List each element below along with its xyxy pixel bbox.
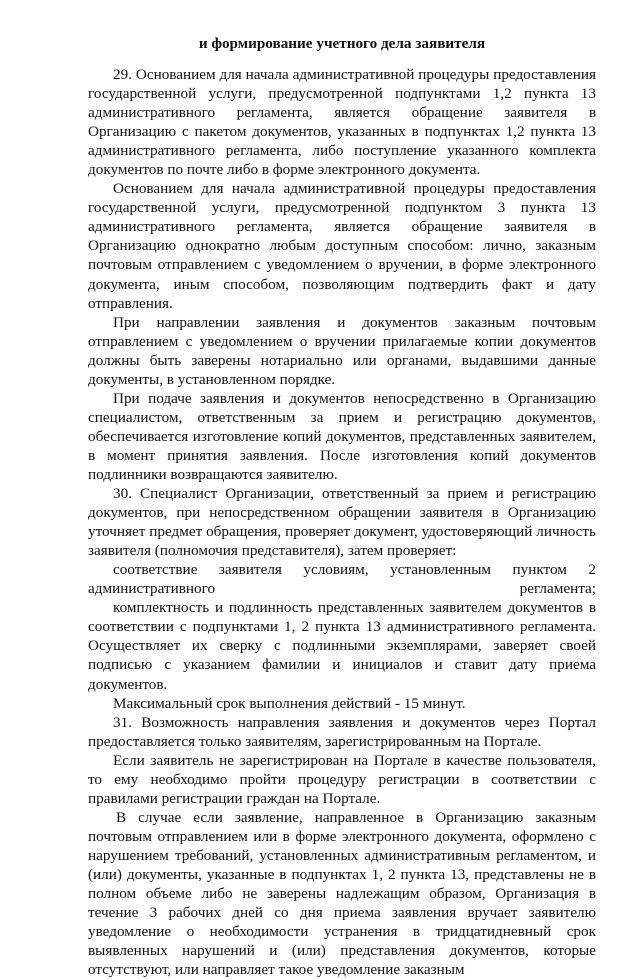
section-heading: и формирование учетного дела заявителя <box>198 35 486 52</box>
paragraph-direct-submission-text: При подаче заявления и документов непосредственно в Организацию специалистом, ответственным за прием и регистрацию документов, обеспечивается изготовление копий документов, представленных заявителем, в момент принятия заявления. После изготовления копий документов подлинники возвращаются заявителю. <box>88 389 596 483</box>
paragraph-31-text: 31. Возможность направления заявления и документов через Портал предоставляется только заявителям, зарегистрированным на Портале. <box>88 713 596 750</box>
paragraph-check-completeness <box>88 598 596 693</box>
paragraph-portal-registration-text: Если заявитель не зарегистрирован на Портале в качестве пользователя, то ему необходимо пройти процедуру регистрации в соответствии с правилами регистрации граждан на Портале. <box>88 751 596 807</box>
paragraph-29 <box>88 65 596 179</box>
paragraph-check-conditions-text: соответствие заявителя условиям, установленным пунктом 2 административного регламента; <box>88 561 596 598</box>
paragraph-31 <box>88 713 596 751</box>
paragraph-29-text: 29. Основанием для начала административной процедуры предоставления государственной услуги, предусмотренной подпунктами 1,2 пункта 13 административного регламента, является обращение заявителя в Организацию с пакетом документов, указанных в подпунктах 1,2 пункта 13 административного регламента, либо поступление указанного комплекта документов по почте либо в форме электронного документа. <box>88 66 596 179</box>
paragraph-basis-subpoint-3-text: Основанием для начала административной процедуры предоставления государственной услуги, предусмотренной подпунктом 3 пункта 13 административного регламента, является обращение заявителя в Организацию однократно любым доступным способом: лично, заказным почтовым отправлением с уведомлением о вручении, в форме электронного документа, иным способом, позволяющим подтвердить факт и дату отправления. <box>88 180 596 312</box>
paragraph-basis-subpoint-3 <box>88 179 596 312</box>
paragraph-postal-submission-text: При направлении заявления и документов заказным почтовым отправлением с уведомлением о вручении прилагаемые копии документов должны быть заверены нотариально или органами, выдавшими данные документы, в установленном порядке. <box>88 313 596 388</box>
paragraph-direct-submission <box>88 389 596 484</box>
paragraph-check-completeness-text: комплектность и подлинность представленных заявителем документов в соответствии с подпунктами 1, 2 пункта 13 административного регламента. Осуществляет их сверку с подлинными экземплярами, заверяет своей подписью с указанием фамилии и инициалов и ставит дату приема документов. <box>88 599 596 693</box>
paragraph-postal-submission <box>88 313 596 389</box>
paragraph-max-time-text: Максимальный срок выполнения действий - 15 минут. <box>113 694 466 712</box>
paragraph-violation-notice-text: В случае если заявление, направленное в Организацию заказным почтовым отправлением или в форме электронного документа, оформлено с нарушением требований, установленных административным регламентом, и (или) документы, указанные в подпунктах 1, 2 пункта 13, представлены не в полном объеме либо не заверены надлежащим образом, Организация в течение 3 рабочих дней со дня приема заявления вручает заявителю уведомление о необходимости устранения в тридцатидневный срок выявленных нарушений и (или) представления документов, которые отсутствуют, или направляет такое уведомление заказным <box>88 808 596 979</box>
paragraph-30 <box>88 484 596 560</box>
paragraph-violation-notice <box>88 808 596 979</box>
paragraph-portal-registration <box>88 751 596 808</box>
document-page <box>88 34 596 979</box>
paragraph-check-conditions <box>88 560 596 598</box>
paragraph-max-time <box>88 694 596 713</box>
paragraph-30-text: 30. Специалист Организации, ответственный за прием и регистрацию документов, при непосредственном обращении заявителя в Организацию уточняет предмет обращения, проверяет документ, удостоверяющий личность заявителя (полномочия представителя), затем проверяет: <box>88 485 596 560</box>
